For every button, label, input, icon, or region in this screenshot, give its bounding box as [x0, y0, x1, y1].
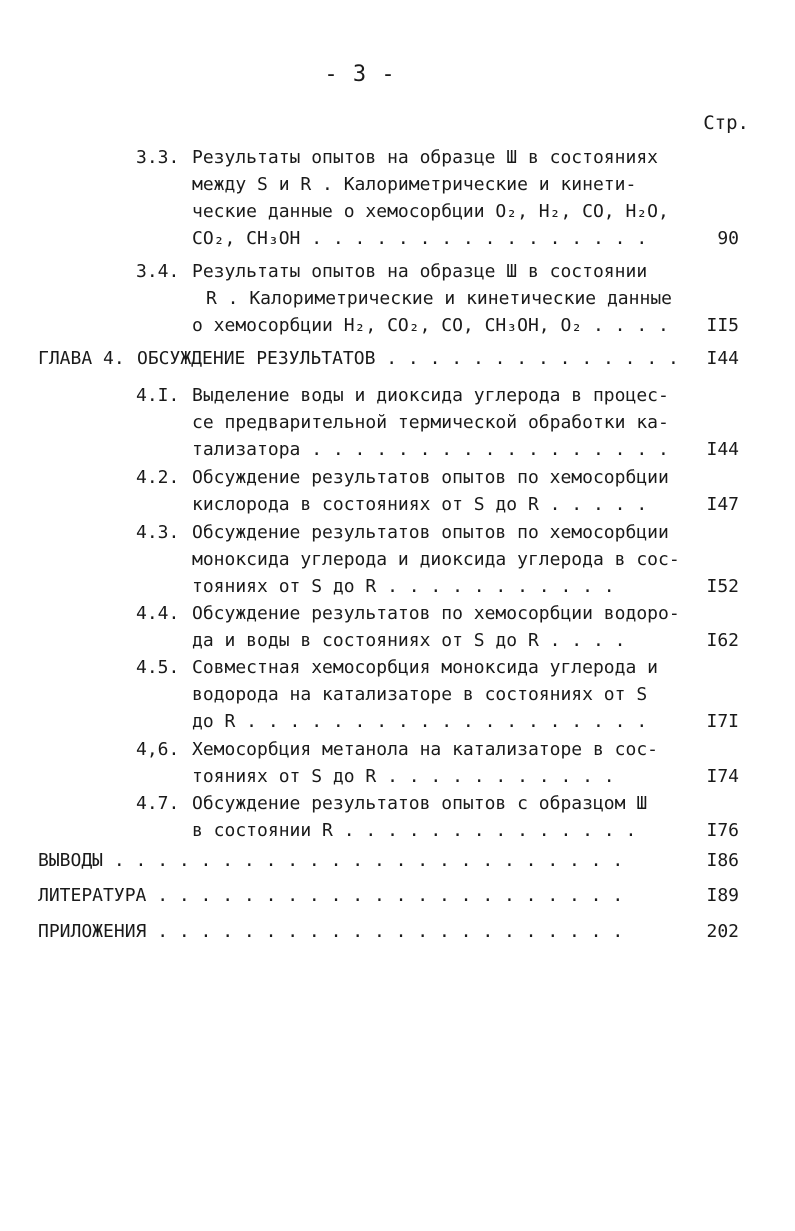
toc-entry-line: ЛИТЕРАТУРА . . . . . . . . . . . . . . . . . . . . . .	[38, 885, 624, 906]
toc-entry-page: 202	[706, 921, 739, 942]
toc-entry-page: I7I	[706, 711, 739, 732]
toc-entry-page: I89	[706, 885, 739, 906]
toc-entry-line: се предварительной термической обработки ка-	[192, 412, 669, 433]
toc-entry-number: 4,6.	[136, 739, 180, 760]
toc-entry-line: в состоянии R . . . . . . . . . . . . . .	[192, 820, 637, 841]
toc-entry-line: тояниях от S до R . . . . . . . . . . .	[192, 766, 615, 787]
toc-entry-page: I62	[706, 630, 739, 651]
toc-entry-line: моноксида углерода и диоксида углерода в сос-	[192, 549, 680, 570]
toc-entry-number: 4.4.	[136, 603, 180, 624]
toc-entry-page: I47	[706, 494, 739, 515]
toc-entry-page: I86	[706, 850, 739, 871]
toc-entry-number: 4.3.	[136, 522, 180, 543]
toc-entry-line: Обсуждение результатов опытов по хемосорбции	[192, 467, 669, 488]
toc-entry-page: I74	[706, 766, 739, 787]
toc-entry-page: I44	[706, 439, 739, 460]
toc-entry-line: Результаты опытов на образце Ш в состоянии	[192, 261, 648, 282]
toc-entry-page: II5	[706, 315, 739, 336]
toc-entry-line: CO₂, CH₃OH . . . . . . . . . . . . . . . .	[192, 228, 648, 249]
toc-entry-number: 3.4.	[136, 261, 180, 282]
toc-entry-line: ческие данные о хемосорбции O₂, H₂, CO, H₂O,	[192, 201, 669, 222]
toc-entry-line: ОБСУЖДЕНИЕ РЕЗУЛЬТАТОВ . . . . . . . . . . . . . .	[137, 348, 679, 369]
toc-entry-number: 4.7.	[136, 793, 180, 814]
toc-entry-line: до R . . . . . . . . . . . . . . . . . . .	[192, 711, 648, 732]
toc-entry-line: о хемосорбции H₂, CO₂, CO, CH₃OH, O₂ . . . .	[192, 315, 669, 336]
toc-entry-number: 4.5.	[136, 657, 180, 678]
toc-entry-line: тояниях от S до R . . . . . . . . . . .	[192, 576, 615, 597]
toc-entry-line: Обсуждение результатов опытов с образцом Ш	[192, 793, 648, 814]
toc-entry-page: I76	[706, 820, 739, 841]
toc-entry-line: кислорода в состояниях от S до R . . . . .	[192, 494, 648, 515]
toc-entry-line: Хемосорбция метанола на катализаторе в сос-	[192, 739, 658, 760]
toc-entry-line: ВЫВОДЫ . . . . . . . . . . . . . . . . . . . . . . . .	[38, 850, 624, 871]
toc-entry-line: Выделение воды и диоксида углерода в процес-	[192, 385, 669, 406]
toc-entry-number: 3.3.	[136, 147, 180, 168]
toc-entry-line: Совместная хемосорбция моноксида углерода и	[192, 657, 658, 678]
toc-entry-line: ПРИЛОЖЕНИЯ . . . . . . . . . . . . . . . . . . . . . .	[38, 921, 624, 942]
toc-entry-line: между S и R . Калориметрические и кинети-	[192, 174, 637, 195]
toc-entry-line: R . Калориметрические и кинетические данные	[206, 288, 672, 309]
toc-entry-line: водорода на катализаторе в состояниях от S	[192, 684, 648, 705]
toc-entry-page: I44	[706, 348, 739, 369]
toc-entry-number: 4.I.	[136, 385, 180, 406]
page-number: - 3 -	[324, 62, 396, 87]
toc-entry-line: Обсуждение результатов опытов по хемосорбции	[192, 522, 669, 543]
toc-entry-line: тализатора . . . . . . . . . . . . . . . . .	[192, 439, 669, 460]
toc-entry-number: ГЛАВА 4.	[38, 348, 125, 369]
toc-entry-line: Обсуждение результатов по хемосорбции водоро-	[192, 603, 680, 624]
toc-entry-number: 4.2.	[136, 467, 180, 488]
toc-entry-line: да и воды в состояниях от S до R . . . .	[192, 630, 626, 651]
toc-entry-line: Результаты опытов на образце Ш в состояниях	[192, 147, 658, 168]
page-column-header: Стр.	[703, 112, 749, 134]
toc-entry-page: I52	[706, 576, 739, 597]
toc-entry-page: 90	[717, 228, 739, 249]
